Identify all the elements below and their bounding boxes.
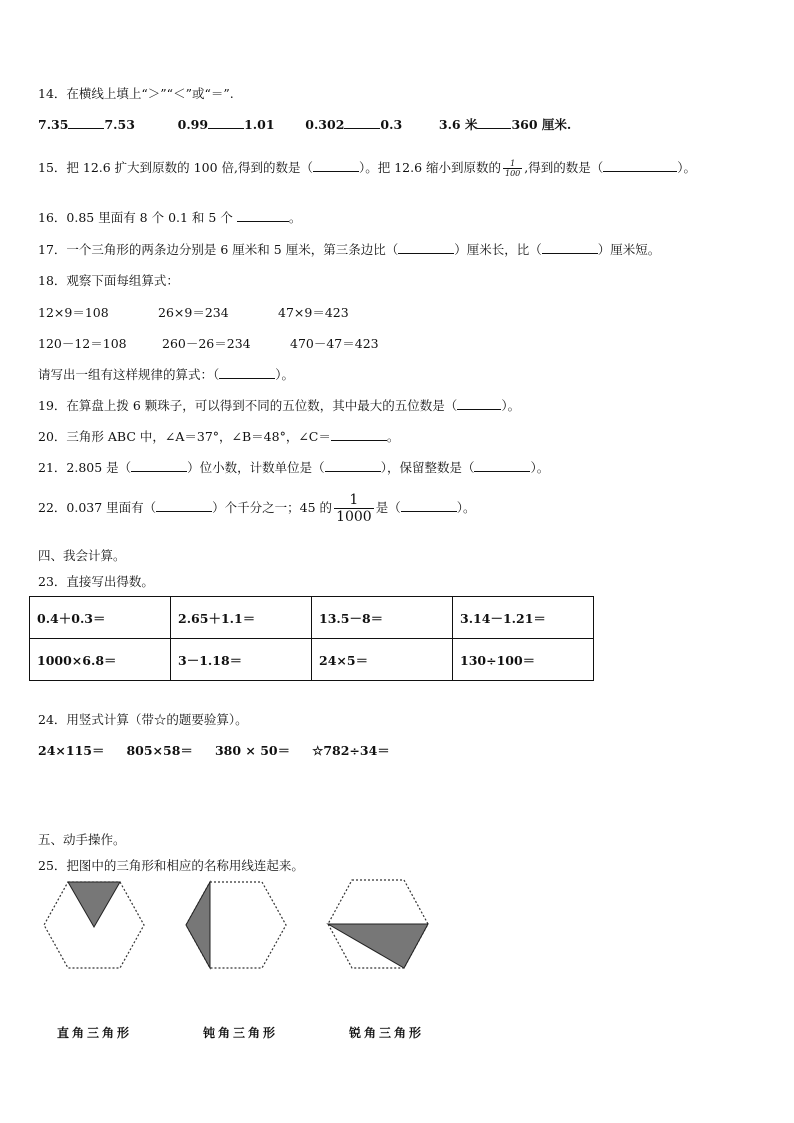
q18-title: 18．观察下面每组算式： <box>38 273 179 288</box>
q20-text: 20．三角形 ABC 中，∠A＝37°，∠B＝48°，∠C＝ <box>38 429 331 444</box>
q17-text2: ）厘米长，比（ <box>454 242 542 257</box>
q15-part4: ）。 <box>677 160 697 175</box>
q24-item-3: 380 × 50＝ <box>214 743 291 758</box>
q14-item-3-right: 0.3 <box>380 117 403 132</box>
shaded-triangle <box>186 882 210 968</box>
q19 <box>38 396 520 414</box>
q22-fraction <box>334 492 374 525</box>
q21-blank-1[interactable] <box>131 459 187 472</box>
q18-prompt <box>38 365 294 383</box>
q15-frac-num: 1 <box>510 159 516 168</box>
q17 <box>38 240 660 258</box>
q20-blank[interactable] <box>331 428 387 441</box>
q18-row1 <box>38 303 349 321</box>
q20-end: 。 <box>386 429 400 444</box>
table-row <box>30 597 594 639</box>
q18-row1-eq2: 26×9＝234 <box>158 305 229 320</box>
hexagon-figure-2[interactable] <box>184 880 288 970</box>
q18-prompt2: ）。 <box>275 367 295 382</box>
q17-blank-2[interactable] <box>542 241 598 254</box>
q22-frac-num: 1 <box>349 492 359 508</box>
q16-text: 16．0.85 里面有 8 个 0.1 和 5 个 <box>38 210 233 225</box>
q18-row1-eq1: 12×9＝108 <box>38 305 109 320</box>
q23-cell: 3－1.18＝ <box>171 639 312 681</box>
q18-row2-eq1: 120－12＝108 <box>38 336 127 351</box>
q22-text2: ）个千分之一；45 的 <box>212 500 333 515</box>
q23-cell: 2.65＋1.1＝ <box>171 597 312 639</box>
label-acute-triangle[interactable]: 锐角三角形 <box>349 1026 425 1040</box>
q18-row2 <box>38 334 379 352</box>
hexagon-figure-1[interactable] <box>42 880 146 970</box>
q24-item-1: 24×115＝ <box>38 743 105 758</box>
q18-blank[interactable] <box>219 366 275 379</box>
q22-blank-1[interactable] <box>156 499 212 512</box>
q18-row1-eq3: 47×9＝423 <box>278 305 349 320</box>
q16-blank[interactable] <box>237 209 289 222</box>
q21-blank-2[interactable] <box>325 459 381 472</box>
section-4-heading: 四、我会计算。 <box>38 548 126 563</box>
table-row <box>30 639 594 681</box>
q17-text3: ）厘米短。 <box>597 242 661 257</box>
q22-frac-den: 1000 <box>336 509 372 525</box>
q14-item-1-left: 7.35 <box>38 117 69 132</box>
q21-text3: ），保留整数是（ <box>380 460 475 475</box>
q23-title: 23．直接写出得数。 <box>38 574 154 589</box>
q19-blank[interactable] <box>457 397 501 410</box>
q21-text1: 21．2.805 是（ <box>38 460 132 475</box>
q21 <box>38 458 549 476</box>
q14-item-4-right: 360 厘米. <box>511 117 572 132</box>
hexagon-figure-3[interactable] <box>326 878 430 970</box>
section-5-heading: 五、动手操作。 <box>38 832 126 847</box>
q15-part3: ,得到的数是（ <box>524 160 604 175</box>
q14-blank-1[interactable] <box>68 116 104 129</box>
q22 <box>38 492 475 525</box>
q23-cell: 3.14－1.21＝ <box>453 597 594 639</box>
q21-text4: ）。 <box>530 460 550 475</box>
q15-part2: ）。把 12.6 缩小到原数的 <box>358 160 501 175</box>
q18-prompt1: 请写出一组有这样规律的算式：（ <box>38 367 220 382</box>
q16-end: 。 <box>288 210 302 225</box>
q14-items <box>38 115 571 133</box>
q22-text3: 是（ <box>375 500 401 515</box>
q17-text1: 17．一个三角形的两条边分别是 6 厘米和 5 厘米，第三条边比（ <box>38 242 399 257</box>
q24-items <box>38 741 390 759</box>
q18-row2-eq2: 260－26＝234 <box>162 336 251 351</box>
q21-blank-3[interactable] <box>474 459 530 472</box>
q16 <box>38 208 301 226</box>
q20 <box>38 427 399 445</box>
q23-cell: 1000×6.8＝ <box>30 639 171 681</box>
q19-text1: 19．在算盘上拨 6 颗珠子，可以得到不同的五位数，其中最大的五位数是（ <box>38 398 458 413</box>
q24-title: 24．用竖式计算（带☆的题要验算）。 <box>38 712 248 727</box>
q22-blank-2[interactable] <box>401 499 457 512</box>
q23-table <box>29 596 594 681</box>
q14-blank-4[interactable] <box>477 116 511 129</box>
q23-cell: 24×5＝ <box>312 639 453 681</box>
shaded-triangle <box>328 924 428 968</box>
q15-frac-den: 100 <box>505 169 521 178</box>
q22-text4: ）。 <box>456 500 476 515</box>
q14-title: 14．在横线上填上“＞”“＜”或“＝”. <box>38 86 234 101</box>
q14-item-2-left: 0.99 <box>177 117 209 132</box>
q15-fraction <box>503 159 522 178</box>
q24-item-4: ☆782÷34＝ <box>312 743 390 758</box>
q17-blank-1[interactable] <box>398 241 454 254</box>
q14-item-1-right: 7.53 <box>104 117 135 132</box>
q14-blank-2[interactable] <box>208 116 244 129</box>
q25-title: 25．把图中的三角形和相应的名称用线连起来。 <box>38 858 304 873</box>
q14-item-2-right: 1.01 <box>244 117 275 132</box>
q14-item-4-left: 3.6 米 <box>438 117 478 132</box>
q24-item-2: 805×58＝ <box>126 743 193 758</box>
q21-text2: ）位小数，计数单位是（ <box>187 460 325 475</box>
q23-cell: 130÷100＝ <box>453 639 594 681</box>
q23-cell: 13.5－8＝ <box>312 597 453 639</box>
label-right-triangle[interactable]: 直角三角形 <box>57 1026 133 1040</box>
q15-blank-1[interactable] <box>313 159 359 172</box>
q22-text1: 22．0.037 里面有（ <box>38 500 157 515</box>
q15 <box>38 158 696 178</box>
q14-blank-3[interactable] <box>344 116 380 129</box>
q19-text2: ）。 <box>501 398 521 413</box>
q23-cell: 0.4＋0.3＝ <box>30 597 171 639</box>
q18-row2-eq3: 470－47＝423 <box>290 336 379 351</box>
q14-item-3-left: 0.302 <box>305 117 345 132</box>
label-obtuse-triangle[interactable]: 钝角三角形 <box>203 1026 279 1040</box>
q15-part1: 15．把 12.6 扩大到原数的 100 倍,得到的数是（ <box>38 160 313 175</box>
q15-blank-2[interactable] <box>603 159 677 172</box>
shaded-triangle <box>68 882 120 927</box>
